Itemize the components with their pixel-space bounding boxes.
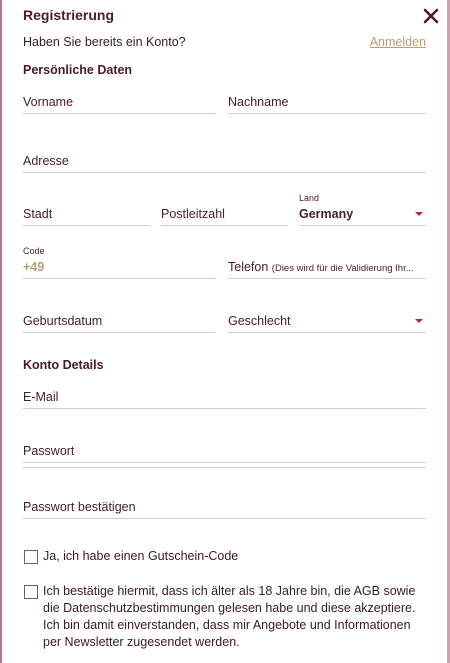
- nachname-field[interactable]: [228, 91, 426, 114]
- code-field[interactable]: [23, 256, 215, 279]
- stadt-field[interactable]: [23, 203, 150, 226]
- postleitzahl-field[interactable]: [161, 203, 288, 226]
- telefon-hint: (Dies wird für die Validierung Ihr...: [271, 263, 414, 274]
- passwort-underline: [23, 462, 426, 468]
- section-account-heading: Konto Details: [23, 358, 104, 372]
- vorname-placeholder: Vorname: [23, 95, 74, 109]
- geschlecht-placeholder: Geschlecht: [228, 314, 291, 328]
- land-label: Land: [299, 193, 320, 203]
- section-personal-heading: Persönliche Daten: [23, 63, 133, 77]
- terms-label: Ich bestätige hiermit, dass ich älter als 18 Jahre bin, die AGB sowie die Datenschutzbestimmungen gelesen habe und diese akzeptiere. Ich bin damit einverstanden, dass mir Angebote und Informationen per Newsletter zugesendet werden.: [43, 584, 416, 649]
- geschlecht-select[interactable]: [228, 310, 426, 333]
- telefon-field[interactable]: [228, 256, 426, 279]
- terms-checkbox[interactable]: [24, 585, 38, 599]
- voucher-label: Ja, ich habe einen Gutschein-Code: [43, 549, 239, 563]
- voucher-checkbox[interactable]: [24, 550, 38, 564]
- code-value: +49: [23, 260, 45, 274]
- stadt-placeholder: Stadt: [23, 207, 53, 221]
- geschlecht-caret-icon: [415, 319, 423, 323]
- telefon-label: Telefon: [228, 260, 269, 274]
- land-value: Germany: [299, 207, 354, 221]
- nachname-placeholder: Nachname: [228, 95, 289, 109]
- passwort-field[interactable]: [23, 440, 426, 462]
- vorname-field[interactable]: [23, 91, 215, 114]
- adresse-placeholder: Adresse: [23, 154, 69, 168]
- have-account-text: Haben Sie bereits ein Konto?: [23, 35, 186, 49]
- land-caret-icon: [415, 212, 423, 216]
- email-field[interactable]: [23, 386, 426, 409]
- postleitzahl-placeholder: Postleitzahl: [161, 207, 225, 221]
- land-select[interactable]: [299, 203, 426, 226]
- close-icon[interactable]: [420, 5, 442, 27]
- email-placeholder: E-Mail: [23, 390, 59, 404]
- geburtsdatum-field[interactable]: [23, 310, 215, 333]
- dialog-title: Registrierung: [23, 7, 115, 23]
- passwort-placeholder: Passwort: [23, 444, 75, 458]
- passwort-confirm-field[interactable]: [23, 496, 426, 519]
- login-link[interactable]: Anmelden: [369, 35, 426, 49]
- telefon-placeholder: [228, 260, 414, 274]
- code-label: Code: [23, 246, 45, 256]
- adresse-field[interactable]: [23, 150, 426, 173]
- left-edge: [0, 0, 2, 663]
- geburtsdatum-placeholder: Geburtsdatum: [23, 314, 103, 328]
- passwort-confirm-placeholder: Passwort bestätigen: [23, 500, 136, 514]
